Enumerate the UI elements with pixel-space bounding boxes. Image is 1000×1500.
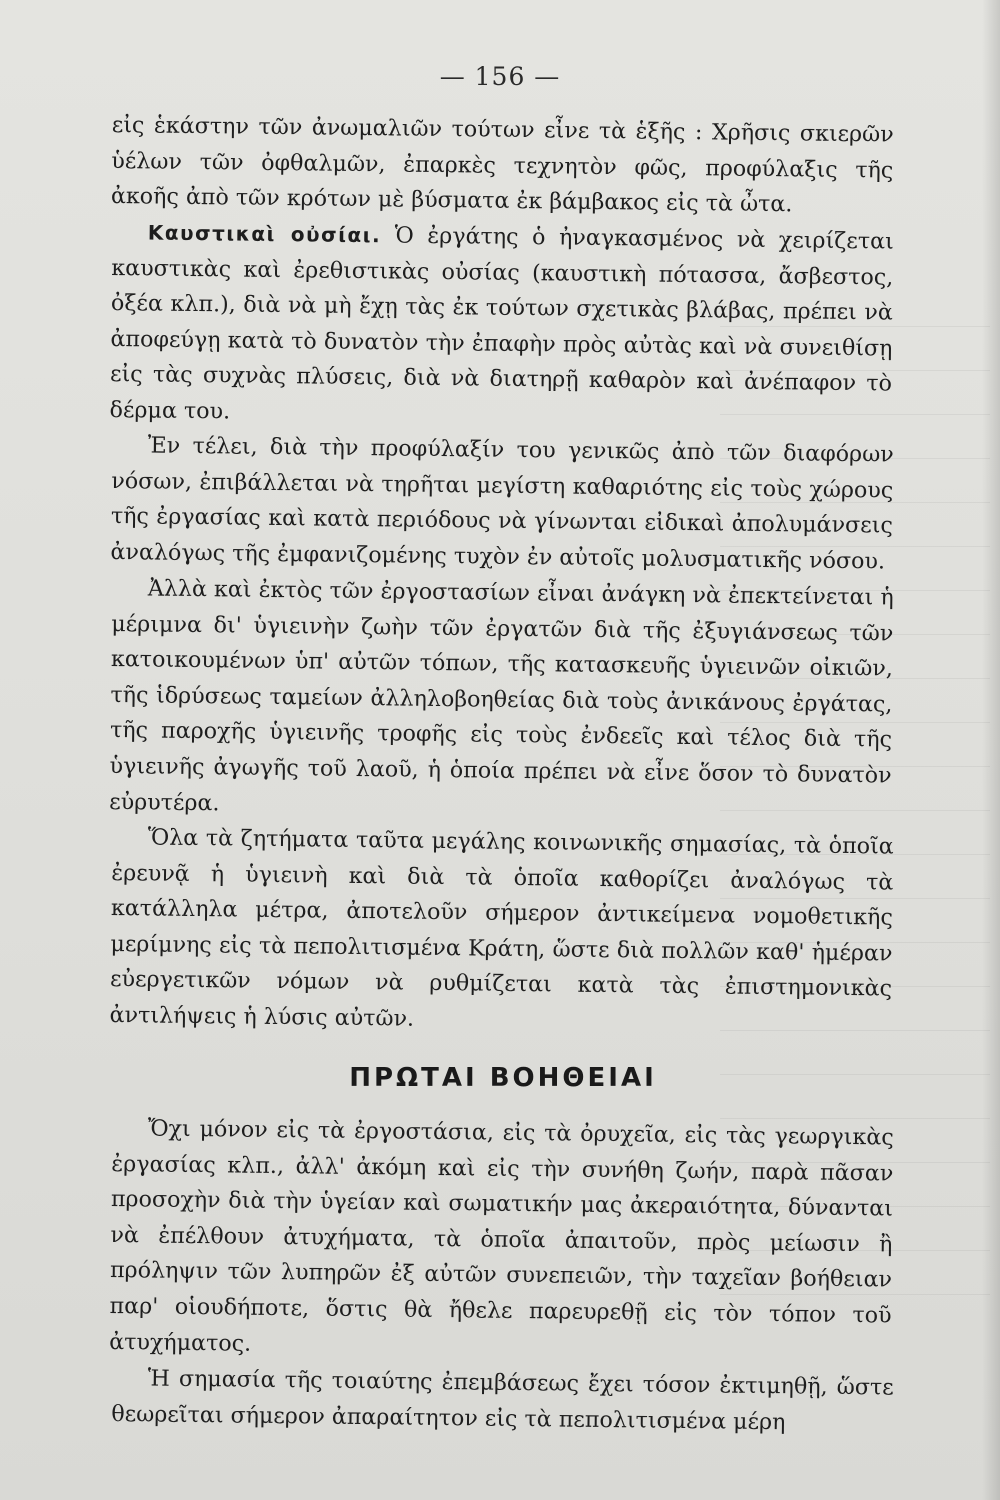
run-in-heading: Καυστικαὶ οὐσίαι. <box>147 220 382 248</box>
paragraph-caustic-substances <box>109 215 894 438</box>
paragraph-text: Ὄχι μόνον εἰς τὰ ἐργοστάσια, εἰς τὰ ὀρυχεῖα, εἰς τὰς γεωργικὰς ἐργασίας κλπ., ἀλλ' ἀκόμη καὶ εἰς τὴν συνήθη ζωήν, παρὰ πᾶσαν προσοχὴν διὰ τὴν ὑγείαν καὶ σωματικήν μας ἀκεραιότητα, δύνανται νὰ ἐπέλθουν ἀτυχήματα, τὰ ὁποῖα ἀπαιτοῦν, πρὸς μείωσιν ἢ πρόληψιν τῶν λυπηρῶν ἐξ αὐτῶν συνεπειῶν, τὴν ταχεῖαν βοήθειαν παρ' οἱουδήποτε, ὅστις θὰ ἤθελε παρευρεθῇ εἰς τὸν τόπον τοῦ ἀτυχήματος. <box>109 1115 894 1357</box>
page-body <box>109 108 894 1435</box>
section-heading: ΠΡΩΤΑΙ ΒΟΗΘΕΙΑΙ <box>349 1063 657 1094</box>
paragraph-text: Ὅλα τὰ ζητήματα ταῦτα μεγάλης κοινωνικῆς σημασίας, τὰ ὁποῖα ἐρευνᾷ ἡ ὑγιεινὴ καὶ διὰ τὰ ὁποῖα καθορίζει ἀναλόγως τὰ κατάλληλα μέτρα, ἀποτελοῦν σήμερον ἀντικείμενα νομοθετικῆς μερίμνης εἰς τὰ πεπολιτισμένα Κράτη, ὥστε διὰ πολλῶν καθ' ἡμέραν εὐεργετικῶν νόμων νὰ ρυθμίζεται κατὰ τὰς ἐπιστημονικὰς ἀντιλήψεις ἡ λύσις αὐτῶν. <box>109 824 894 1032</box>
paragraph-text: Ἀλλὰ καὶ ἐκτὸς τῶν ἐργοστασίων εἶναι ἀνάγκη νὰ ἐπεκτείνεται ἡ μέριμνα δι' ὑγιεινὴν ζωὴν τῶν ἐργατῶν διὰ τῆς ἐξυγιάνσεως τῶν κατοικουμένων ὑπ' αὐτῶν τόπων, τῆς κατασκευῆς ὑγιεινῶν οἰκιῶν, τῆς ἱδρύσεως ταμείων ἀλληλοβοηθείας διὰ τοὺς ἀνικάνους ἐργάτας, τῆς παροχῆς ὑγιεινῆς τροφῆς εἰς τοὺς ἐνδεεῖς καὶ τέλος διὰ τῆς ὑγιεινῆς ἀγωγῆς τοῦ λαοῦ, ἡ ὁποία πρέπει νὰ εἶνε ὅσον τὸ δυνατὸν εὐρυτέρα. <box>109 575 894 816</box>
paragraph-social-importance <box>109 820 894 1043</box>
paragraph-text: Ἡ σημασία τῆς τοιαύτης ἐπεμβάσεως ἔχει τόσον ἐκτιμηθῇ, ὥστε θεωρεῖται σήμερον ἀπαραίτητον εἰς τὰ πεπολιτισμένα μέρη <box>111 1365 894 1435</box>
paragraph-text: Ὁ ἐργάτης ὁ ἠναγκασμένος νὰ χειρίζεται καυστικὰς καὶ ἐρεθιστικὰς οὐσίας (καυστικὴ πότασσα, ἄσβεστος, ὀξέα κλπ.), διὰ νὰ μὴ ἔχῃ τὰς ἐκ τούτων σχετικὰς βλάβας, πρέπει νὰ ἀποφεύγῃ κατὰ τὸ δυνατὸν τὴν ἐπαφὴν πρὸς αὐτὰς καὶ νὰ συνειθίσῃ εἰς τὰς συχνὰς πλύσεις, διὰ νὰ διατηρῇ καθαρὸν καὶ ἀνέπαφον τὸ δέρμα του. <box>109 222 894 425</box>
paragraph-first-aid-intro <box>109 1111 894 1370</box>
paragraph-worker-welfare <box>109 571 894 830</box>
page-edge-shadow <box>982 0 1000 1500</box>
page-number: — 156 — <box>439 62 561 91</box>
paragraph-text: εἰς ἑκάστην τῶν ἀνωμαλιῶν τούτων εἶνε τὰ ἑξῆς : Χρῆσις σκιερῶν ὑέλων τῶν ὀφθαλμῶν, ἐπαρκὲς τεχνητὸν φῶς, προφύλαξις τῆς ἀκοῆς ἀπὸ τῶν κρότων μὲ βύσματα ἐκ βάμβακος εἰς τὰ ὦτα. <box>110 111 894 218</box>
paragraph-first-aid-importance <box>111 1361 894 1442</box>
paragraph-text: Ἐν τέλει, διὰ τὴν προφύλαξίν του γενικῶς ἀπὸ τῶν διαφόρων νόσων, ἐπιβάλλεται νὰ τηρῆται μεγίστη καθαριότης εἰς τοὺς χώρους τῆς ἐργασίας καὶ κατὰ περιόδους νὰ γίνωνται εἰδικαὶ ἀπολυμάνσεις ἀναλόγως τῆς ἐμφανιζομένης τυχὸν ἐν αὐτοῖς μολυσματικῆς νόσου. <box>110 432 894 575</box>
paragraph-continuation <box>111 108 894 224</box>
paragraph-disease-prevention <box>110 428 894 580</box>
